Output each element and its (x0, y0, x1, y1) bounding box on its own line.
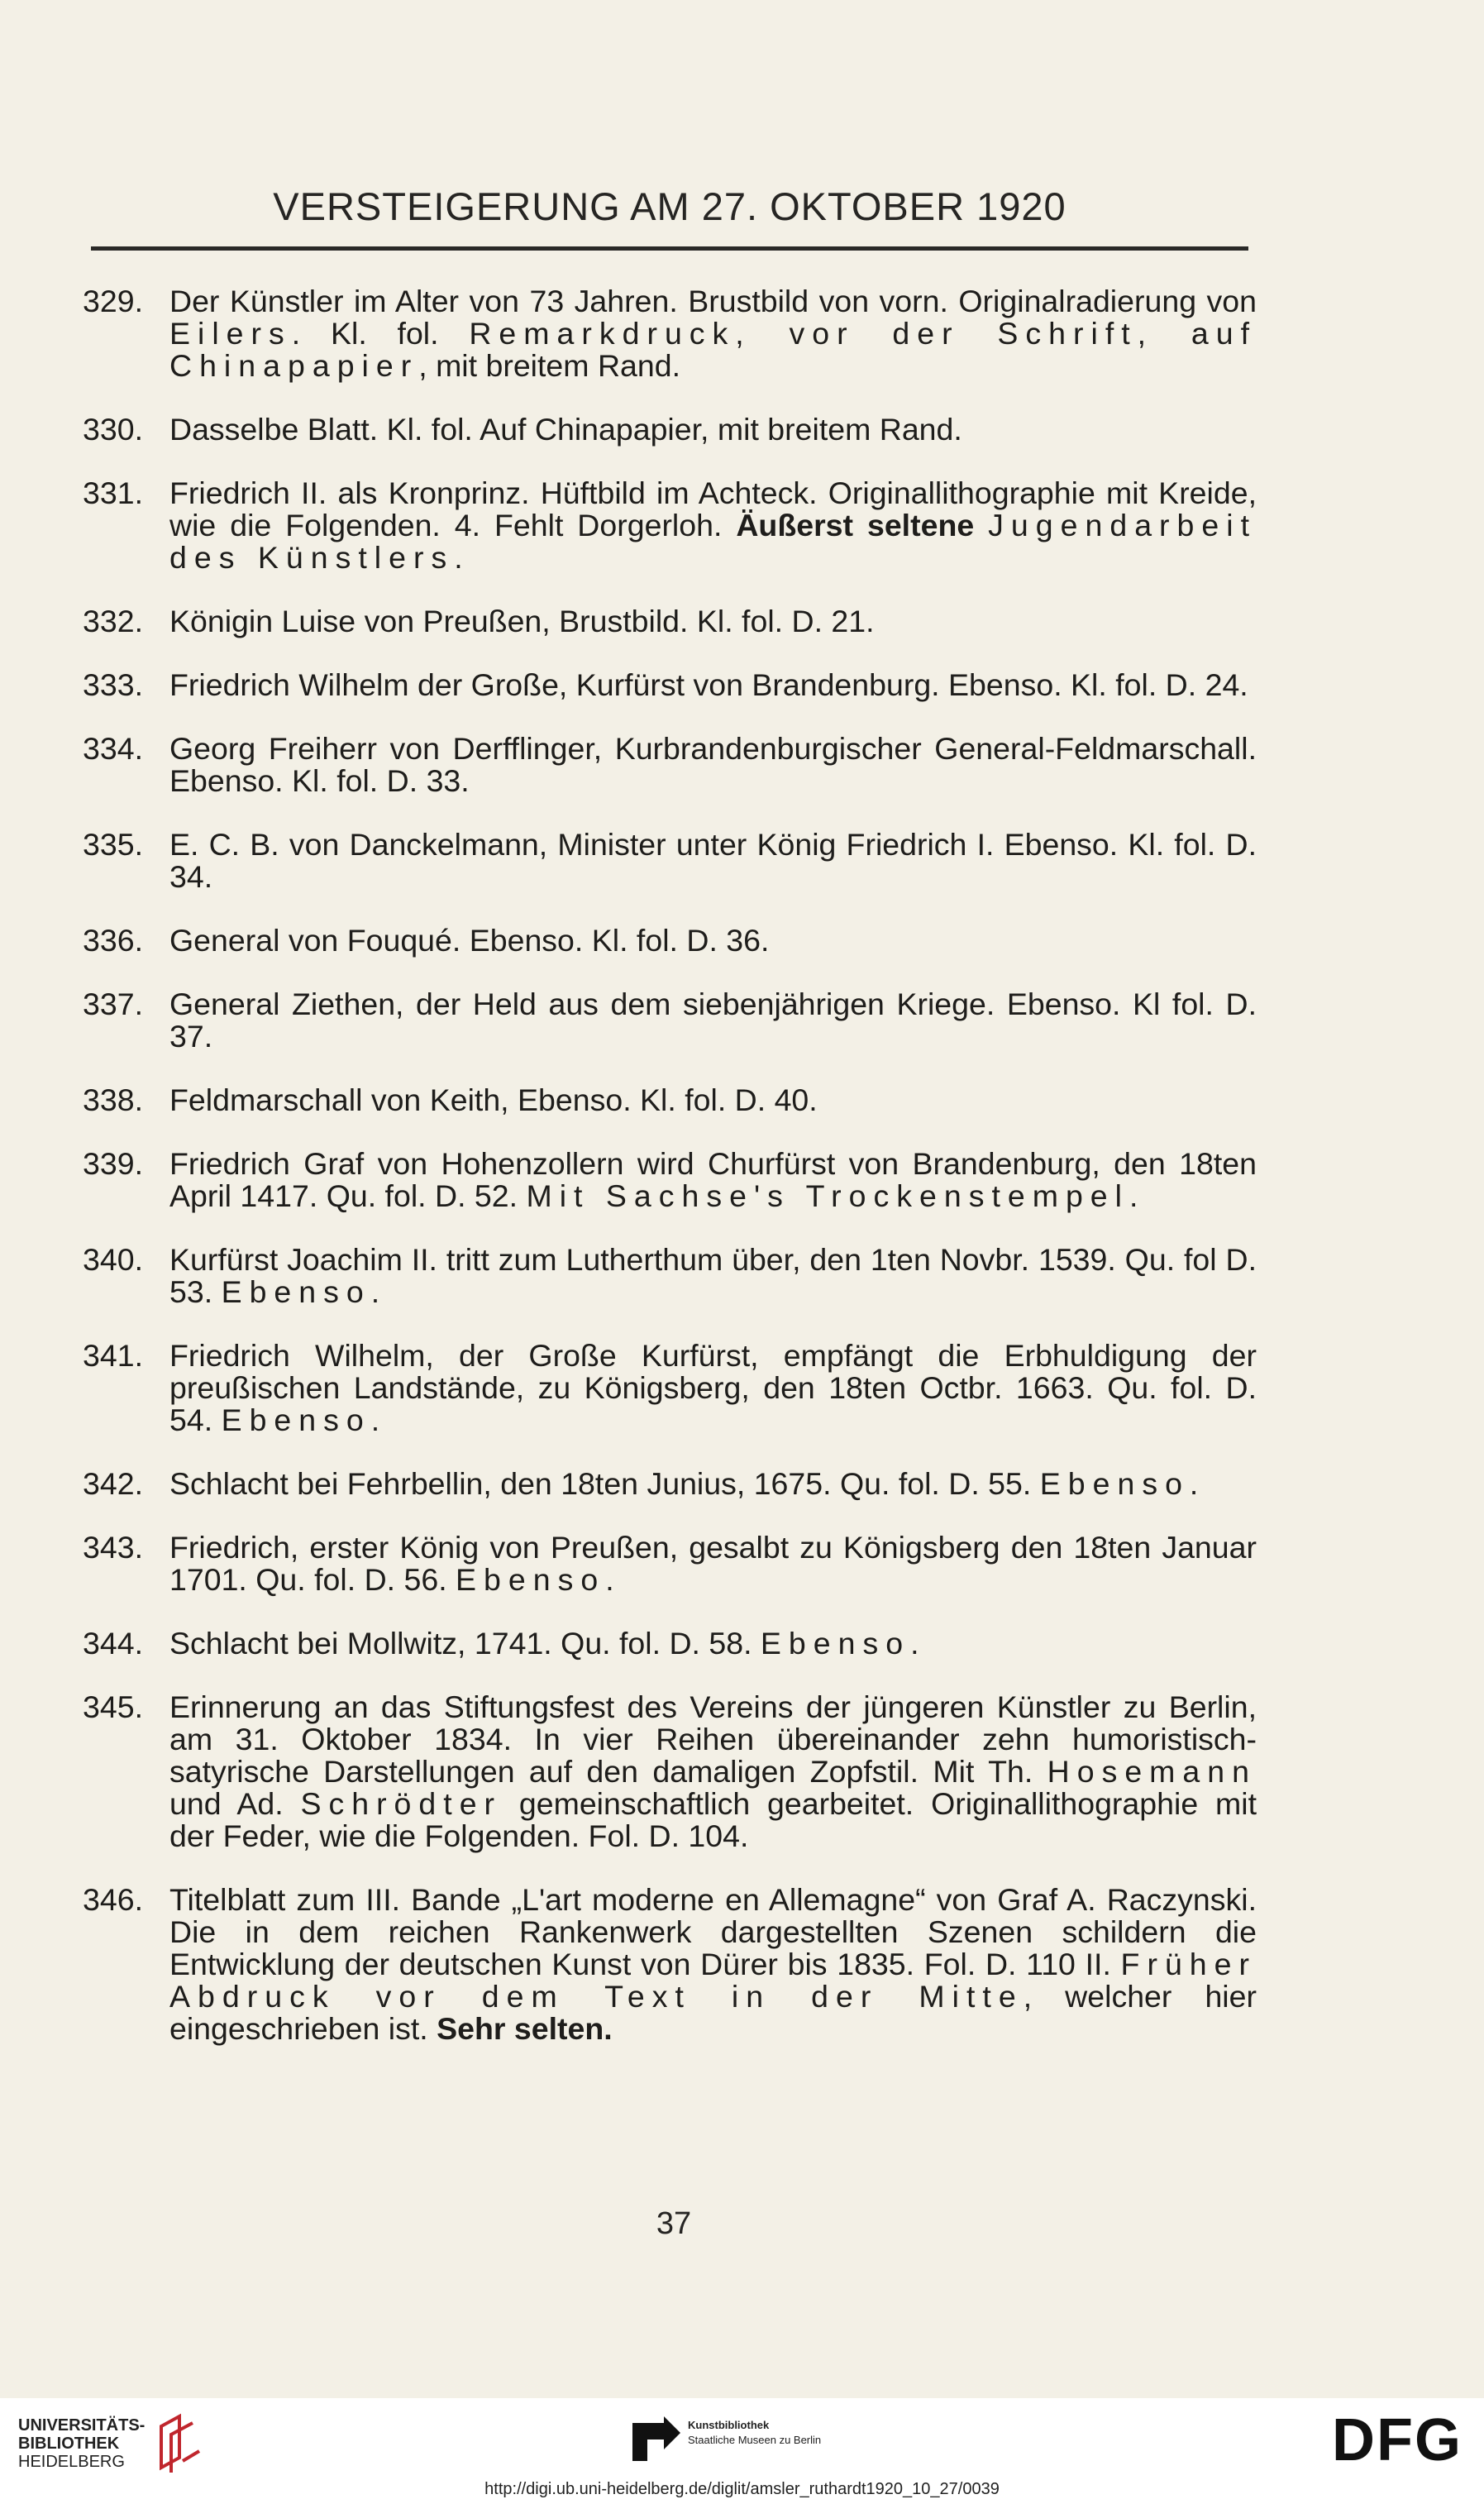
kb-line-1: Kunstbibliothek (688, 2419, 770, 2431)
entry-text (169, 285, 1257, 382)
entry-text-segment: Kurfürst Joachim II. tritt zum Lutherthum über, den 1ten Novbr. 1539. Qu. fol D. 53. (169, 1242, 1257, 1309)
catalog-entry (83, 1627, 1257, 1660)
catalog-entry (83, 1148, 1257, 1212)
catalog-entry (83, 829, 1257, 893)
entry-number: 336. (83, 923, 143, 958)
entry-text (169, 1884, 1257, 2045)
university-line-2: BIBLIOTHEK (18, 2435, 120, 2453)
entry-number: 335. (83, 827, 143, 862)
entry-text (169, 925, 1257, 957)
entry-number: 333. (83, 667, 143, 702)
entry-text-segment: E. C. B. von Danckelmann, Minister unter König Friedrich I. Ebenso. Kl. fol. D. 34. (169, 827, 1257, 894)
kunstbibliothek-logo-icon (631, 2415, 682, 2463)
entry-number: 346. (83, 1882, 143, 1917)
entry-text-segment: . (454, 540, 463, 575)
entry-number: 337. (83, 987, 143, 1021)
entry-text (169, 1691, 1257, 1852)
entry-text (169, 1244, 1257, 1308)
catalog-entry (83, 669, 1257, 701)
entry-text-segment (974, 508, 988, 542)
entry-text-segment: Schlacht bei Mollwitz, 1741. Qu. fol. D. 58. (169, 1626, 761, 1661)
entry-text (169, 1084, 1257, 1116)
catalog-entry (83, 285, 1257, 382)
catalog-entry (83, 1340, 1257, 1436)
catalog-entry (83, 1691, 1257, 1852)
entry-number: 345. (83, 1689, 143, 1724)
catalog-entry (83, 413, 1257, 446)
entry-text (169, 1148, 1257, 1212)
entry-text (169, 1627, 1257, 1660)
catalog-entry (83, 733, 1257, 797)
entry-text-segment: Friedrich Graf von Hohenzollern wird Churfürst von Brandenburg, den 18ten April 1417. Qu. fol. D. 52. (169, 1146, 1257, 1213)
entry-number: 343. (83, 1530, 143, 1565)
university-line-3: HEIDELBERG (18, 2453, 125, 2471)
entry-number: 340. (83, 1242, 143, 1277)
entry-emphasis-spaced: Schrödter (300, 1786, 503, 1821)
catalog-entry (83, 605, 1257, 638)
entry-text-segment: gemeinschaftlich gearbeitet. Originallithographie mit der Feder, wie die Folgenden. Fol. D. 104. (169, 1786, 1257, 1853)
entry-emphasis-spaced: Ebenso (221, 1403, 371, 1437)
entry-text-segment: , mit breitem Rand. (418, 348, 681, 383)
footer-bar (0, 2398, 1484, 2504)
entry-text-segment: . Kl. fol. (291, 316, 470, 351)
entry-text-segment: Friedrich Wilhelm, der Große Kurfürst, empfängt die Erbhuldigung der preußischen Landstände, zu Königsberg, den 18ten Octbr. 1663. Qu. fol. D. 54. (169, 1338, 1257, 1437)
entry-number: 334. (83, 731, 143, 766)
catalog-entry-list (83, 285, 1257, 2076)
header-rule (91, 246, 1248, 251)
catalog-entry (83, 925, 1257, 957)
entry-text (169, 477, 1257, 574)
entry-text-segment: und Ad. (169, 1786, 301, 1821)
entry-number: 342. (83, 1466, 143, 1501)
page-number: 37 (656, 2206, 692, 2241)
entry-text (169, 605, 1257, 638)
catalog-entry (83, 1884, 1257, 2045)
entry-number: 341. (83, 1338, 143, 1373)
entry-emphasis-spaced: Früher Abdruck vor dem Text in der Mitte (169, 1947, 1257, 2014)
catalog-entry (83, 477, 1257, 574)
entry-emphasis-spaced: Jugendarbeit des Künstlers (169, 508, 1257, 575)
entry-text-segment: . (370, 1274, 380, 1309)
entry-number: 329. (83, 284, 143, 318)
entry-text-segment: General von Fouqué. Ebenso. Kl. fol. D. 36. (169, 923, 770, 958)
entry-text-segment: Schlacht bei Fehrbellin, den 18ten Junius, 1675. Qu. fol. D. 55. (169, 1466, 1040, 1501)
catalog-entry (83, 1532, 1257, 1596)
entry-emphasis-spaced: Ebenso (456, 1562, 606, 1597)
entry-text-segment: , welcher hier eingeschrieben ist. (169, 1979, 1257, 2046)
entry-text-segment: . (1129, 1178, 1138, 1213)
entry-number: 330. (83, 412, 143, 447)
entry-text-segment: . (1189, 1466, 1199, 1501)
entry-text-segment: Friedrich Wilhelm der Große, Kurfürst von Brandenburg. Ebenso. Kl. fol. D. 24. (169, 667, 1248, 702)
catalog-entry (83, 1244, 1257, 1308)
entry-text-segment: Titelblatt zum III. Bande „L'art moderne en Allemagne“ von Graf A. Raczynski. Die in dem reichen Rankenwerk dargestellten Szenen schildern die Entwicklung der deutschen Kunst von Dürer bis 1835. Fol. D. 110 II. (169, 1882, 1257, 1981)
entry-emphasis-spaced: Eilers (169, 316, 292, 351)
entry-text (169, 1340, 1257, 1436)
entry-text (169, 669, 1257, 701)
entry-emphasis-spaced: Ebenso (1039, 1466, 1190, 1501)
entry-text-segment: . (605, 1562, 614, 1597)
entry-emphasis-bold: Sehr selten. (437, 2011, 613, 2046)
dfg-logo[interactable]: DFG (1332, 2407, 1463, 2473)
entry-number: 339. (83, 1146, 143, 1181)
entry-emphasis-spaced: Remarkdruck, vor der Schrift, auf Chinapapier (169, 316, 1257, 383)
entry-text (169, 829, 1257, 893)
entry-text (169, 988, 1257, 1053)
page-header-title: VERSTEIGERUNG AM 27. OKTOBER 1920 (273, 184, 1066, 228)
entry-text-segment: . (910, 1626, 919, 1661)
catalog-entry (83, 1084, 1257, 1116)
entry-text-segment: Feldmarschall von Keith, Ebenso. Kl. fol. D. 40. (169, 1082, 818, 1117)
entry-text (169, 1532, 1257, 1596)
entry-text-segment: . (370, 1403, 380, 1437)
entry-text-segment: Dasselbe Blatt. Kl. fol. Auf Chinapapier, mit breitem Rand. (169, 412, 962, 447)
entry-emphasis-spaced: Ebenso (221, 1274, 371, 1309)
entry-text-segment: Friedrich II. als Kronprinz. Hüftbild im Achteck. Originallithographie mit Kreide, wie die Folgenden. 4. Fehlt Dorgerloh. (169, 475, 1257, 542)
university-line-1: UNIVERSITÄTS- (18, 2416, 146, 2435)
kunstbibliothek-text[interactable] (688, 2418, 821, 2448)
permalink-url[interactable]: http://digi.ub.uni-heidelberg.de/diglit/amsler_ruthardt1920_10_27/0039 (484, 2480, 1000, 2498)
entry-number: 338. (83, 1082, 143, 1117)
entry-text (169, 733, 1257, 797)
entry-emphasis-spaced: Ebenso (760, 1626, 911, 1661)
catalog-entry (83, 988, 1257, 1053)
entry-number: 331. (83, 475, 143, 510)
entry-text-segment: Erinnerung an das Stiftungsfest des Vereins der jüngeren Künstler zu Berlin, am 31. Oktober 1834. In vier Reihen übereinander zehn humoristisch-satyrische Darstellungen auf den damaligen Zopfstil. Mit Th. (169, 1689, 1257, 1789)
university-library-logo-text[interactable] (18, 2416, 145, 2471)
entry-emphasis-spaced: Hosemann (1047, 1754, 1257, 1789)
entry-text (169, 413, 1257, 446)
entry-text-segment: Friedrich, erster König von Preußen, gesalbt zu Königsberg den 18ten Januar 1701. Qu. fol. D. 56. (169, 1530, 1257, 1597)
entry-text-segment: Der Künstler im Alter von 73 Jahren. Brustbild von vorn. Originalradierung von (169, 284, 1257, 318)
entry-number: 344. (83, 1626, 143, 1661)
entry-text-segment: Georg Freiherr von Derfflinger, Kurbrandenburgischer General-Feldmarschall. Ebenso. Kl. fol. D. 33. (169, 731, 1257, 798)
entry-number: 332. (83, 604, 143, 638)
entry-emphasis-spaced: Mit Sachse's Trockenstempel (526, 1178, 1129, 1213)
entry-text (169, 1468, 1257, 1500)
entry-text-segment: General Ziethen, der Held aus dem siebenjährigen Kriege. Ebenso. Kl fol. D. 37. (169, 987, 1257, 1054)
entry-text-segment: Königin Luise von Preußen, Brustbild. Kl. fol. D. 21. (169, 604, 875, 638)
university-logo-icon (153, 2410, 203, 2476)
entry-emphasis-bold: Äußerst seltene (736, 508, 975, 542)
kb-line-2: Staatliche Museen zu Berlin (688, 2434, 822, 2446)
catalog-entry (83, 1468, 1257, 1500)
